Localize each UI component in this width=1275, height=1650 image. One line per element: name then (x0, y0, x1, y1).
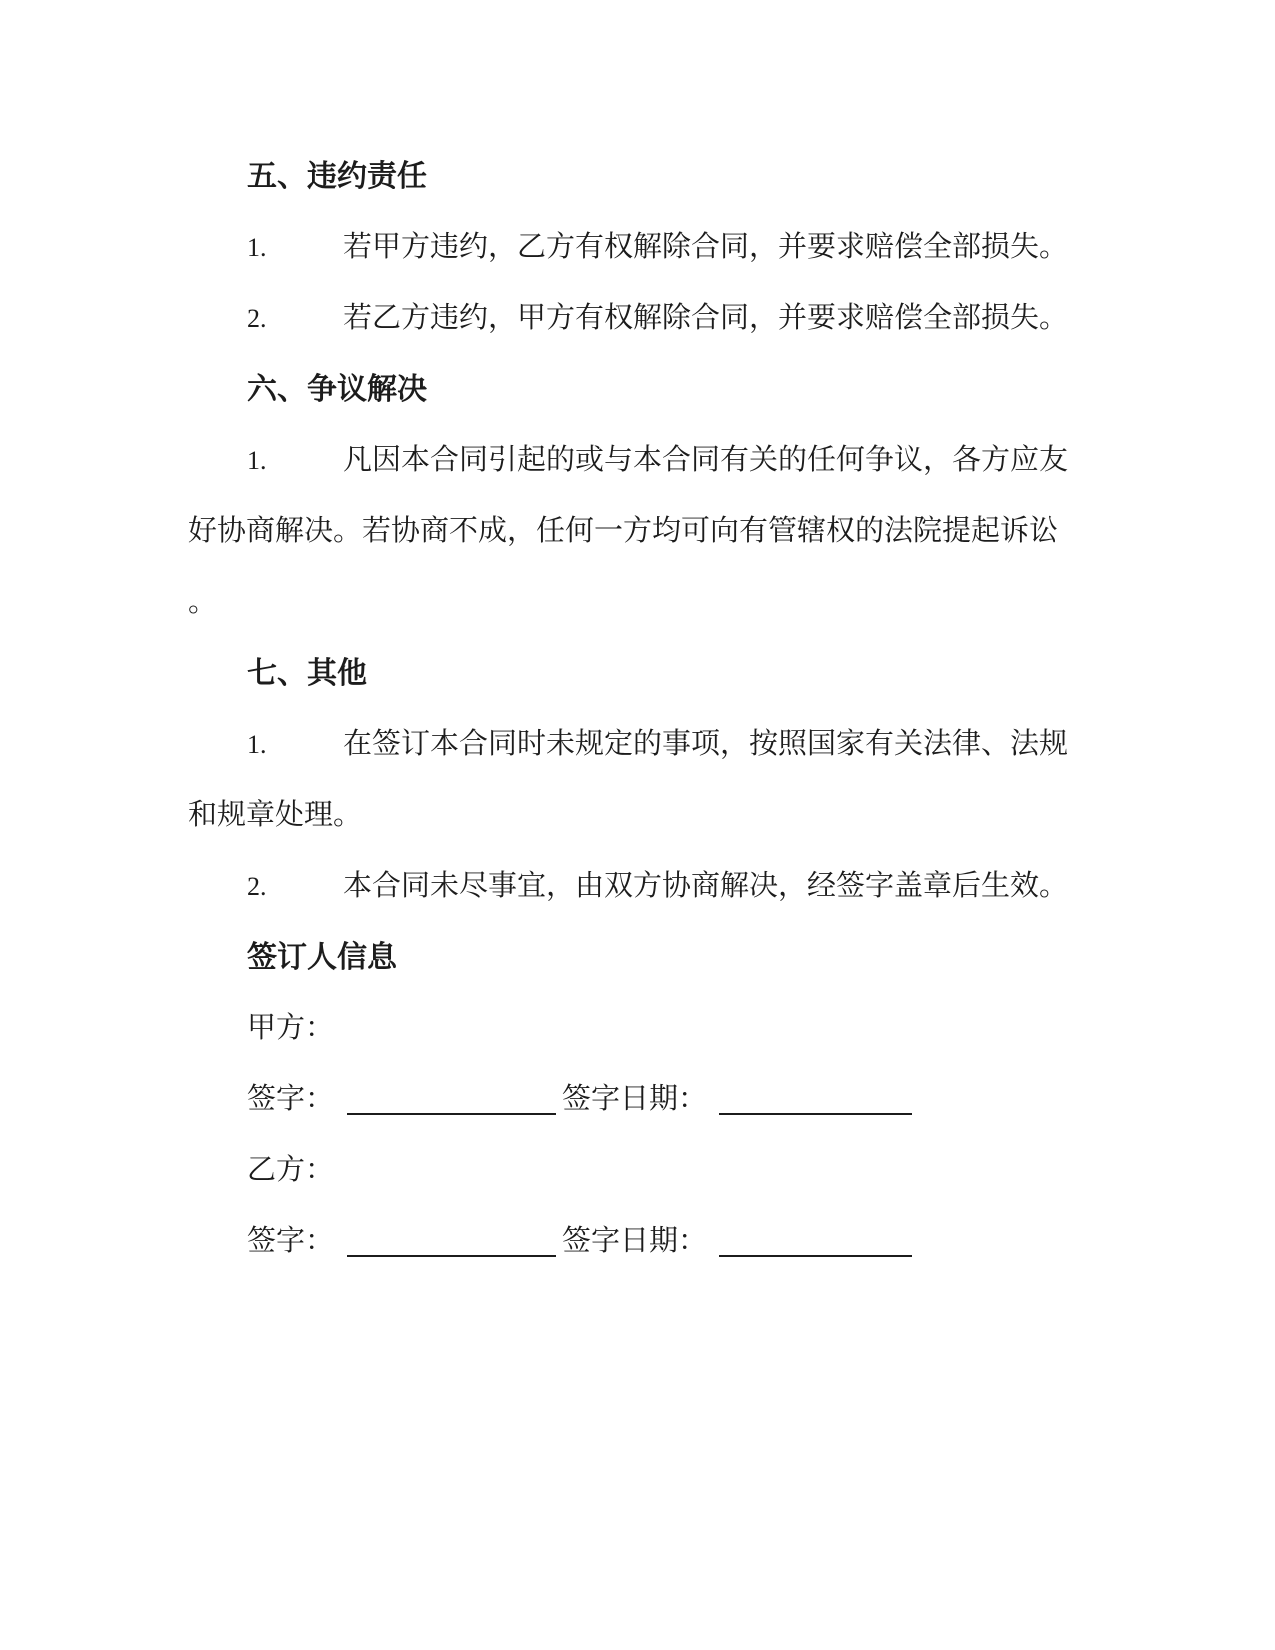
section-heading-breach-liability: 五、违约责任 (247, 160, 427, 193)
clause-text: 若甲方违约，乙方有权解除合同，并要求赔偿全部损失。 (343, 231, 1069, 263)
party-a-signature-row (188, 1064, 1138, 1135)
date-blank-line (719, 1254, 912, 1257)
clause-text: 凡因本合同引起的或与本合同有关的任何争议，各方应友 (343, 444, 1069, 476)
clause-number: 1. (247, 446, 267, 475)
sign-label: 签字： (247, 1225, 335, 1257)
date-blank-line (719, 1112, 912, 1115)
sign-label: 签字： (247, 1083, 335, 1115)
clause (188, 212, 1138, 283)
signature-blank-line (347, 1254, 556, 1257)
clause (188, 709, 1138, 780)
clause-number: 2. (247, 872, 267, 901)
party-b-signature-row (188, 1206, 1138, 1277)
signers-heading: 签订人信息 (247, 941, 397, 974)
sign-date-label: 签字日期： (562, 1225, 708, 1257)
clause-text-continuation: 好协商解决。若协商不成，任何一方均可向有管辖权的法院提起诉讼 (188, 515, 1059, 547)
clause-number: 1. (247, 233, 267, 262)
clause (188, 851, 1138, 922)
sign-date-label: 签字日期： (562, 1083, 708, 1115)
clause-number: 1. (247, 730, 267, 759)
section-heading-miscellaneous: 七、其他 (247, 657, 367, 690)
clause (188, 425, 1138, 496)
clause (188, 283, 1138, 354)
contract-page (188, 141, 1138, 1277)
party-a-label: 甲方： (247, 1012, 335, 1044)
clause-text-continuation: 。 (188, 586, 218, 618)
signature-blank-line (347, 1112, 556, 1115)
clause-text-continuation: 和规章处理。 (188, 799, 363, 831)
party-b-label: 乙方： (247, 1154, 335, 1186)
clause-number: 2. (247, 304, 267, 333)
clause-text: 若乙方违约，甲方有权解除合同，并要求赔偿全部损失。 (343, 302, 1069, 334)
clause-text: 在签订本合同时未规定的事项，按照国家有关法律、法规 (343, 728, 1069, 760)
section-heading-dispute-resolution: 六、争议解决 (247, 373, 427, 406)
clause-text: 本合同未尽事宜，由双方协商解决，经签字盖章后生效。 (343, 870, 1069, 902)
